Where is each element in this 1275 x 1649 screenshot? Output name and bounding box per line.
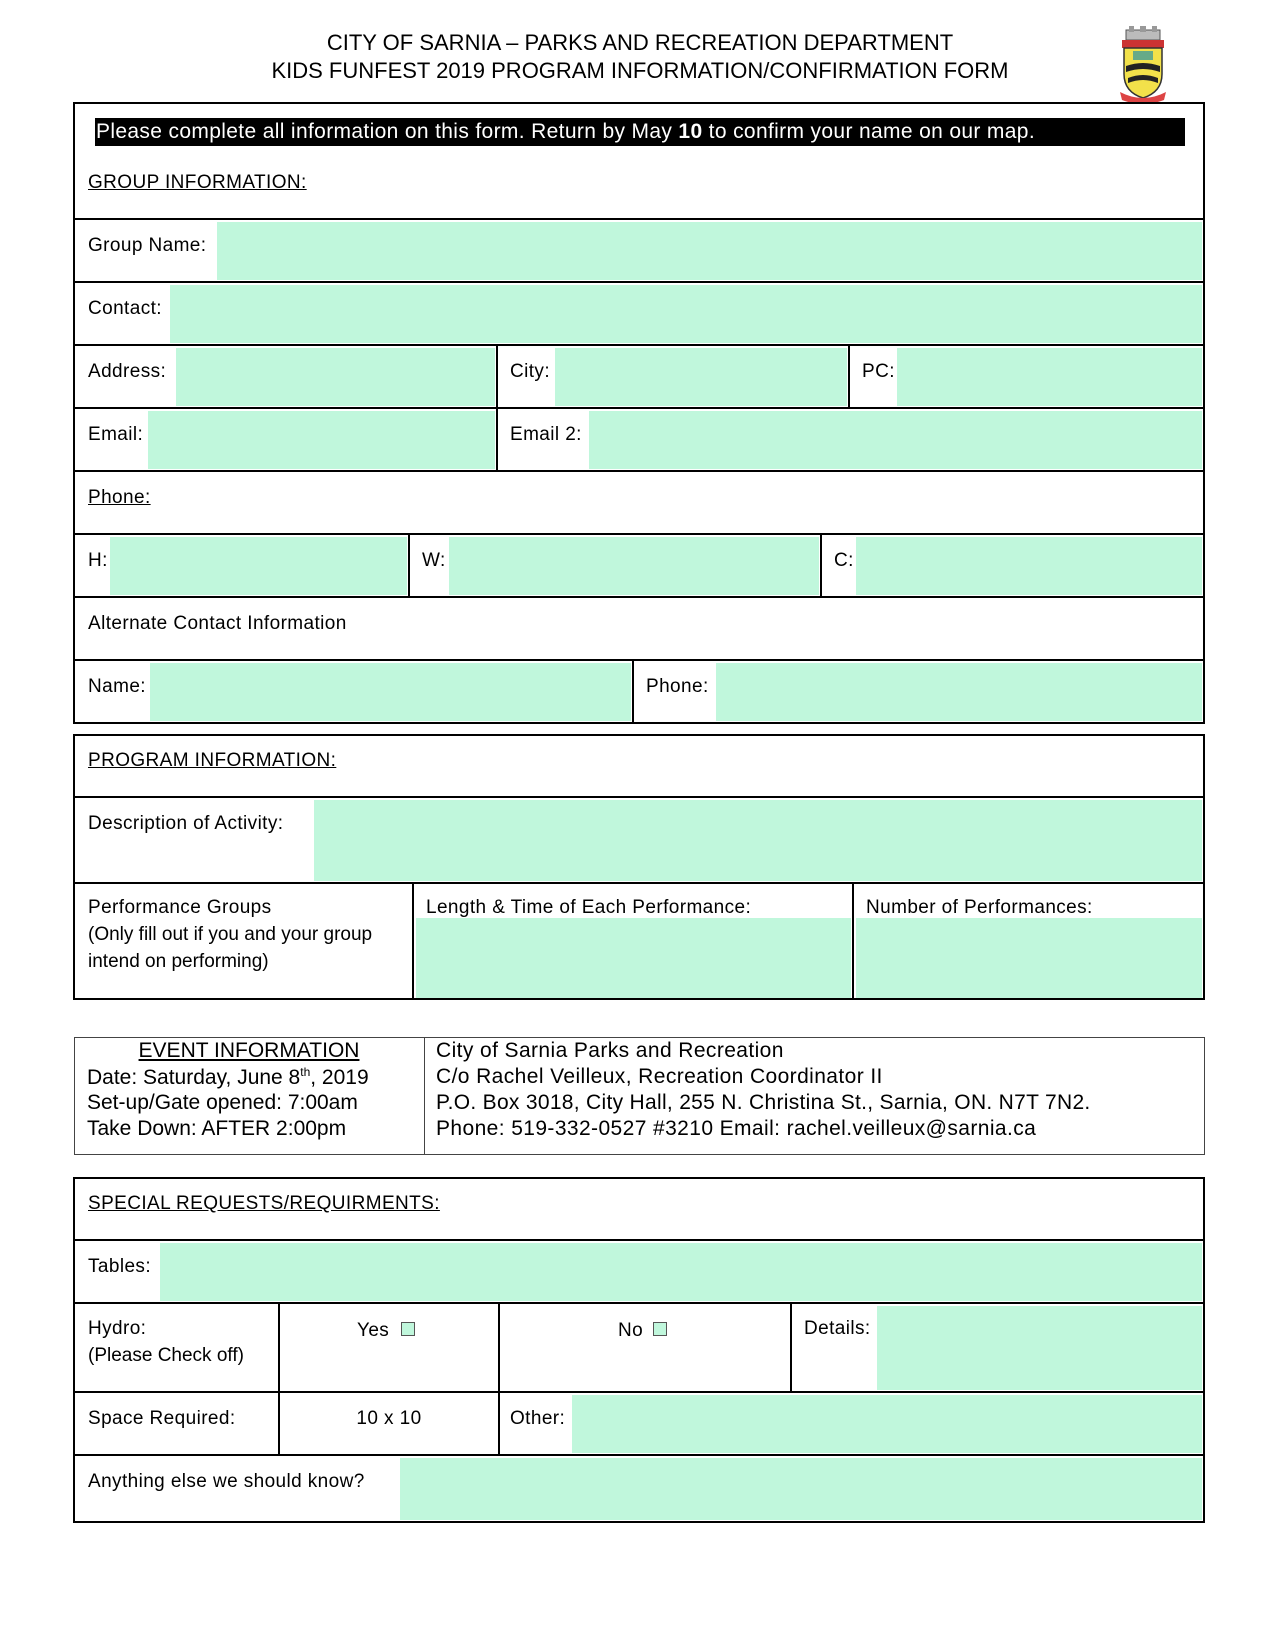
performance-note-line1: (Only fill out if you and your group (88, 924, 373, 945)
alternate-name-label: Name: (88, 676, 146, 697)
details-label: Details: (804, 1318, 871, 1339)
group-name-field[interactable] (217, 222, 1202, 280)
program-information-heading: PROGRAM INFORMATION: (88, 750, 337, 771)
anything-else-field[interactable] (400, 1458, 1202, 1520)
other-label: Other: (510, 1408, 566, 1429)
alternate-name-field[interactable] (150, 663, 631, 721)
city-label: City: (510, 361, 550, 382)
work-phone-field[interactable] (449, 537, 819, 595)
form-title-line1: CITY OF SARNIA – PARKS AND RECREATION DEPARTMENT (326, 30, 954, 55)
email-field[interactable] (148, 411, 495, 469)
alternate-phone-label: Phone: (646, 676, 709, 697)
alternate-contact-heading: Alternate Contact Information (88, 613, 347, 634)
contact-address: P.O. Box 3018, City Hall, 255 N. Christina St., Sarnia, ON. N7T 7N2. (436, 1091, 1091, 1114)
group-information-heading: GROUP INFORMATION: (88, 172, 307, 193)
hydro-no-label: No (618, 1320, 644, 1341)
hydro-note: (Please Check off) (88, 1345, 244, 1366)
number-of-performances-field[interactable] (856, 918, 1202, 998)
event-takedown: Take Down: AFTER 2:00pm (87, 1117, 347, 1140)
pc-field[interactable] (897, 348, 1202, 406)
tables-field[interactable] (160, 1243, 1202, 1301)
contact-org: City of Sarnia Parks and Recreation (436, 1039, 784, 1062)
alternate-phone-field[interactable] (716, 663, 1202, 721)
hydro-label: Hydro: (88, 1318, 147, 1339)
event-date: Date: Saturday, June 8th, 2019 (87, 1065, 369, 1089)
home-phone-field[interactable] (110, 537, 407, 595)
tables-label: Tables: (88, 1256, 152, 1277)
contact-person: C/o Rachel Veilleux, Recreation Coordinator II (436, 1065, 883, 1088)
event-setup: Set-up/Gate opened: 7:00am (87, 1091, 358, 1114)
email-label: Email: (88, 424, 144, 445)
description-field[interactable] (314, 800, 1202, 881)
cell-phone-field[interactable] (856, 537, 1202, 595)
address-field[interactable] (176, 348, 495, 406)
hydro-yes-label: Yes (357, 1320, 390, 1341)
performance-note-line2: intend on performing) (88, 951, 269, 972)
instructions-banner: Please complete all information on this form. Return by May 10 to confirm your name on our map. (95, 118, 1185, 146)
email2-field[interactable] (589, 411, 1202, 469)
group-name-label: Group Name: (88, 235, 207, 256)
length-time-field[interactable] (416, 918, 851, 998)
number-of-performances-label: Number of Performances: (866, 897, 1093, 918)
anything-else-label: Anything else we should know? (88, 1471, 365, 1492)
special-requests-heading: SPECIAL REQUESTS/REQUIRMENTS: (88, 1193, 440, 1214)
contact-field[interactable] (170, 285, 1202, 343)
hydro-no-checkbox[interactable] (653, 1322, 667, 1336)
work-phone-label: W: (422, 550, 446, 571)
cell-phone-label: C: (834, 550, 854, 571)
hydro-yes-checkbox[interactable] (401, 1322, 415, 1336)
space-required-label: Space Required: (88, 1408, 236, 1429)
city-field[interactable] (555, 348, 847, 406)
pc-label: PC: (862, 361, 895, 382)
details-field[interactable] (877, 1306, 1202, 1390)
phone-heading: Phone: (88, 487, 151, 508)
contact-label: Contact: (88, 298, 162, 319)
form-title-line2: KIDS FUNFEST 2019 PROGRAM INFORMATION/CONFIRMATION FORM (271, 58, 1009, 83)
home-phone-label: H: (88, 550, 108, 571)
address-label: Address: (88, 361, 167, 382)
other-field[interactable] (572, 1395, 1202, 1453)
contact-phone-email: Phone: 519-332-0527 #3210 Email: rachel.veilleux@sarnia.ca (436, 1117, 1037, 1140)
description-label: Description of Activity: (88, 813, 284, 834)
space-required-value: 10 x 10 (356, 1408, 422, 1429)
event-information-heading: EVENT INFORMATION (138, 1039, 360, 1062)
performance-groups-label: Performance Groups (88, 897, 272, 918)
city-crest-icon (1118, 26, 1168, 102)
email2-label: Email 2: (510, 424, 582, 445)
length-time-label: Length & Time of Each Performance: (426, 897, 752, 918)
